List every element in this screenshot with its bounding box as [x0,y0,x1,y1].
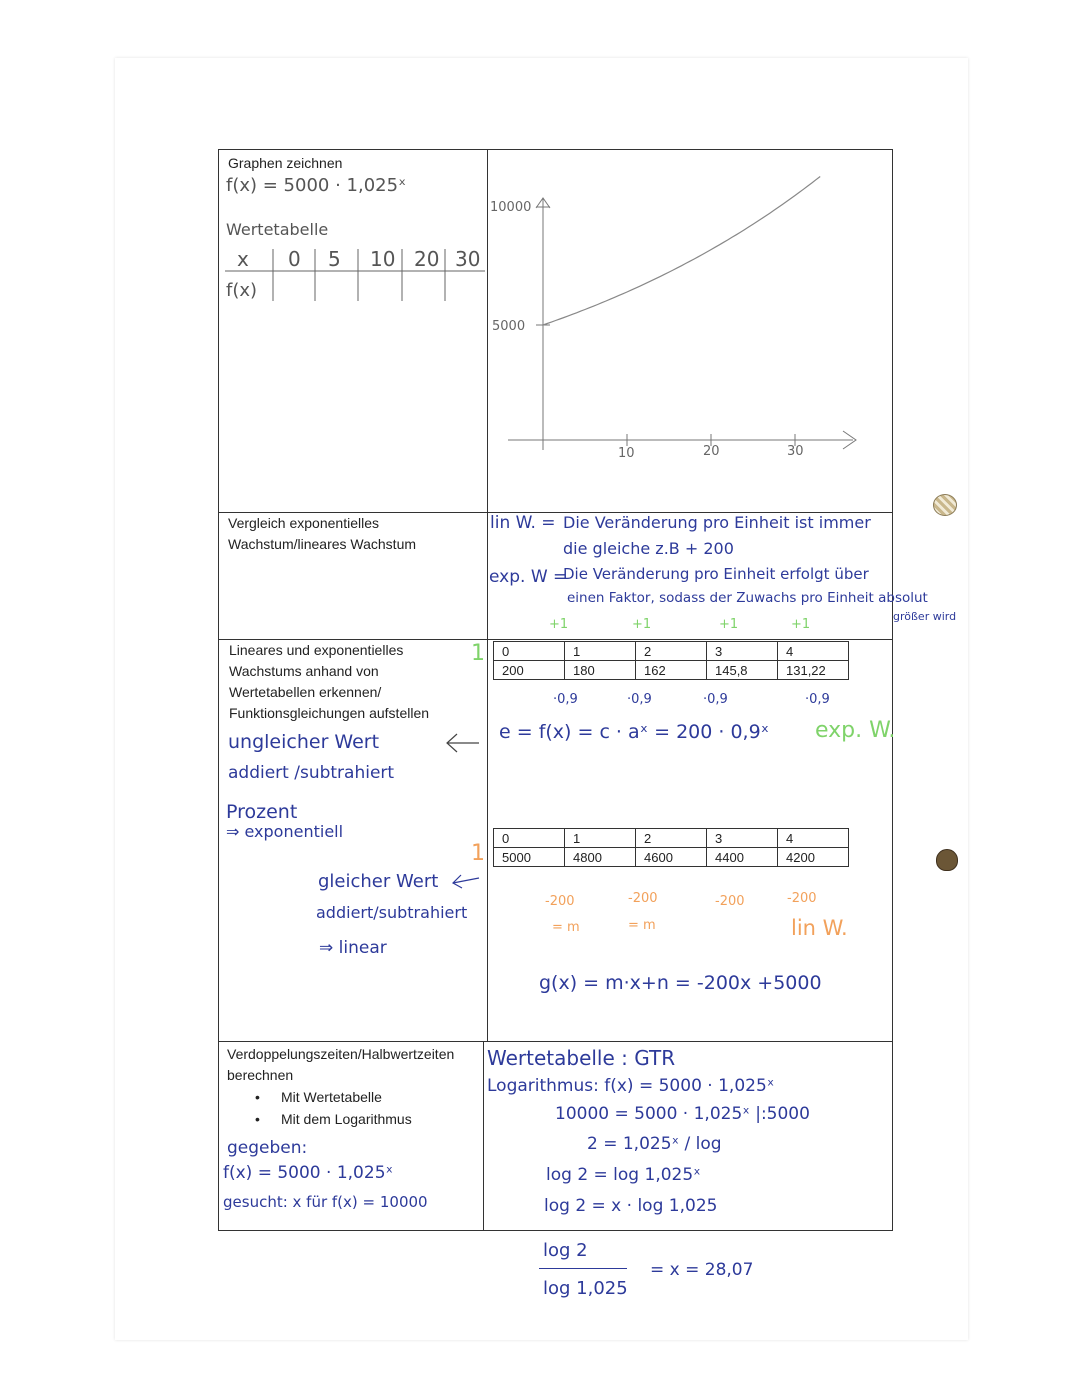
table-x-5: 5 [328,247,341,271]
note-unequal-2: addiert /subtrahiert [228,763,395,783]
table-x-10: 10 [370,247,396,271]
bullet-table: • Mit Wertetabelle [281,1087,382,1108]
plus-one-2: +1 [632,617,652,632]
factor-2: ·0,9 [627,692,652,707]
lin-x-2: 2 [636,829,707,848]
log-step-2: 2 = 1,025ˣ / log [587,1134,722,1154]
value-table-exp [493,641,849,680]
fraction-bar [539,1268,627,1269]
exp-x-4: 4 [778,642,849,661]
exp-x-0: 0 [494,642,565,661]
log-step-3: log 2 = log 1,025ˣ [546,1165,701,1185]
factor-1: ·0,9 [553,692,578,707]
table-x-0: 0 [288,247,301,271]
factor-4: ·0,9 [805,692,830,707]
gtr-note: Wertetabelle : GTR [487,1046,676,1070]
lin-x-1: 1 [565,829,636,848]
lin-x-3: 3 [707,829,778,848]
exp-y-1: 180 [565,661,636,680]
equation-lin: g(x) = m·x+n = -200x +5000 [539,972,822,994]
exp-x-2: 2 [636,642,707,661]
table-x-20: 20 [414,247,440,271]
lin-y-0: 5000 [494,848,565,867]
notebook-page [115,58,968,1340]
comparison-title: Vergleich exponentielles Wachstum/lineares Wachstum [228,515,417,552]
lin-y-1: 4800 [565,848,636,867]
log-intro: Logarithmus: f(x) = 5000 · 1,025ˣ [487,1076,775,1096]
lin-x-0: 0 [494,829,565,848]
m-label-2: = m [628,918,656,933]
value-table-title: Wertetabelle [226,220,329,239]
note-unequal-1: ungleicher Wert [228,731,380,753]
diff-4: -200 [787,891,817,906]
note-percent-2: ⇒ exponentiell [226,822,344,841]
lin-text-2: die gleiche z.B + 200 [563,539,734,558]
plus-one-3: +1 [719,617,739,632]
lin-y-2: 4600 [636,848,707,867]
exp-y-3: 145,8 [707,661,778,680]
exp-y-4: 131,22 [778,661,849,680]
doubling-title: Verdoppelungszeiten/Halbwertzeiten berechnen [227,1046,455,1083]
shell-sticker-icon [933,494,957,516]
exp-x-3: 3 [707,642,778,661]
exp-w-label: exp. W. [815,718,896,743]
exp-y-0: 200 [494,661,565,680]
diff-3: -200 [715,894,745,909]
y-tick-label-5000: 5000 [492,319,526,334]
lin-x-4: 4 [778,829,849,848]
bullet-log: • Mit dem Logarithmus [281,1109,412,1130]
growth-chart [488,150,892,512]
log-result: = x = 28,07 [650,1260,754,1280]
fraction-denominator: log 1,025 [543,1278,628,1299]
exp-text-2: einen Faktor, sodass der Zuwachs pro Einheit absolut [567,590,928,606]
note-percent-1: Prozent [226,801,298,823]
plus-one-4: +1 [791,617,811,632]
exp-text: Die Veränderung pro Einheit erfolgt über [563,565,869,583]
x-tick-label-10: 10 [618,446,635,461]
recognize-title: Lineares und exponentielles Wachstums anhand von Wertetabellen erkennen/ Funktionsgleichungen aufstellen [229,642,430,721]
plus-one-1: +1 [549,617,569,632]
exp-x-1: 1 [565,642,636,661]
diff-2: -200 [628,891,658,906]
table-x-30: 30 [455,247,481,271]
exp-text-3: größer wird [893,610,957,623]
given-function: f(x) = 5000 · 1,025ˣ [223,1163,394,1183]
log-step-4: log 2 = x · log 1,025 [544,1196,718,1216]
m-label-1: = m [552,920,580,935]
note-equal-2: addiert/subtrahiert [316,903,468,922]
one-marker-1: 1 [471,641,485,666]
equation-exp: e = f(x) = c · aˣ = 200 · 0,9ˣ [499,721,770,743]
lin-label: lin W. = [490,513,556,533]
y-tick-label-10000: 10000 [490,200,532,215]
graph-title: Graphen zeichnen [228,155,343,171]
exp-y-2: 162 [636,661,707,680]
sought: gesucht: x für f(x) = 10000 [223,1193,428,1211]
fraction-numerator: log 2 [543,1240,588,1261]
lin-text: Die Veränderung pro Einheit ist immer [563,513,871,532]
value-table-grid [220,243,490,303]
lin-w-label: lin W. [791,916,848,940]
value-table-lin [493,828,849,867]
given-label: gegeben: [227,1138,308,1158]
growth-curve [543,177,820,326]
table-fx-label: f(x) [226,280,258,301]
table-x-label: x [237,247,249,271]
exp-label: exp. W = [489,567,568,587]
diff-1: -200 [545,894,575,909]
graph-function: f(x) = 5000 · 1,025ˣ [226,175,407,196]
note-equal-3: ⇒ linear [319,938,387,958]
one-marker-2: 1 [471,841,485,866]
note-equal-1: gleicher Wert [318,871,439,892]
graph-left-cell [218,149,488,513]
acorn-sticker-icon [936,849,958,871]
lin-y-4: 4200 [778,848,849,867]
factor-3: ·0,9 [703,692,728,707]
arrow-decorations [435,728,495,898]
lin-y-3: 4400 [707,848,778,867]
x-tick-label-30: 30 [787,444,804,459]
x-tick-label-20: 20 [703,444,720,459]
log-step-1: 10000 = 5000 · 1,025ˣ |:5000 [555,1104,810,1124]
